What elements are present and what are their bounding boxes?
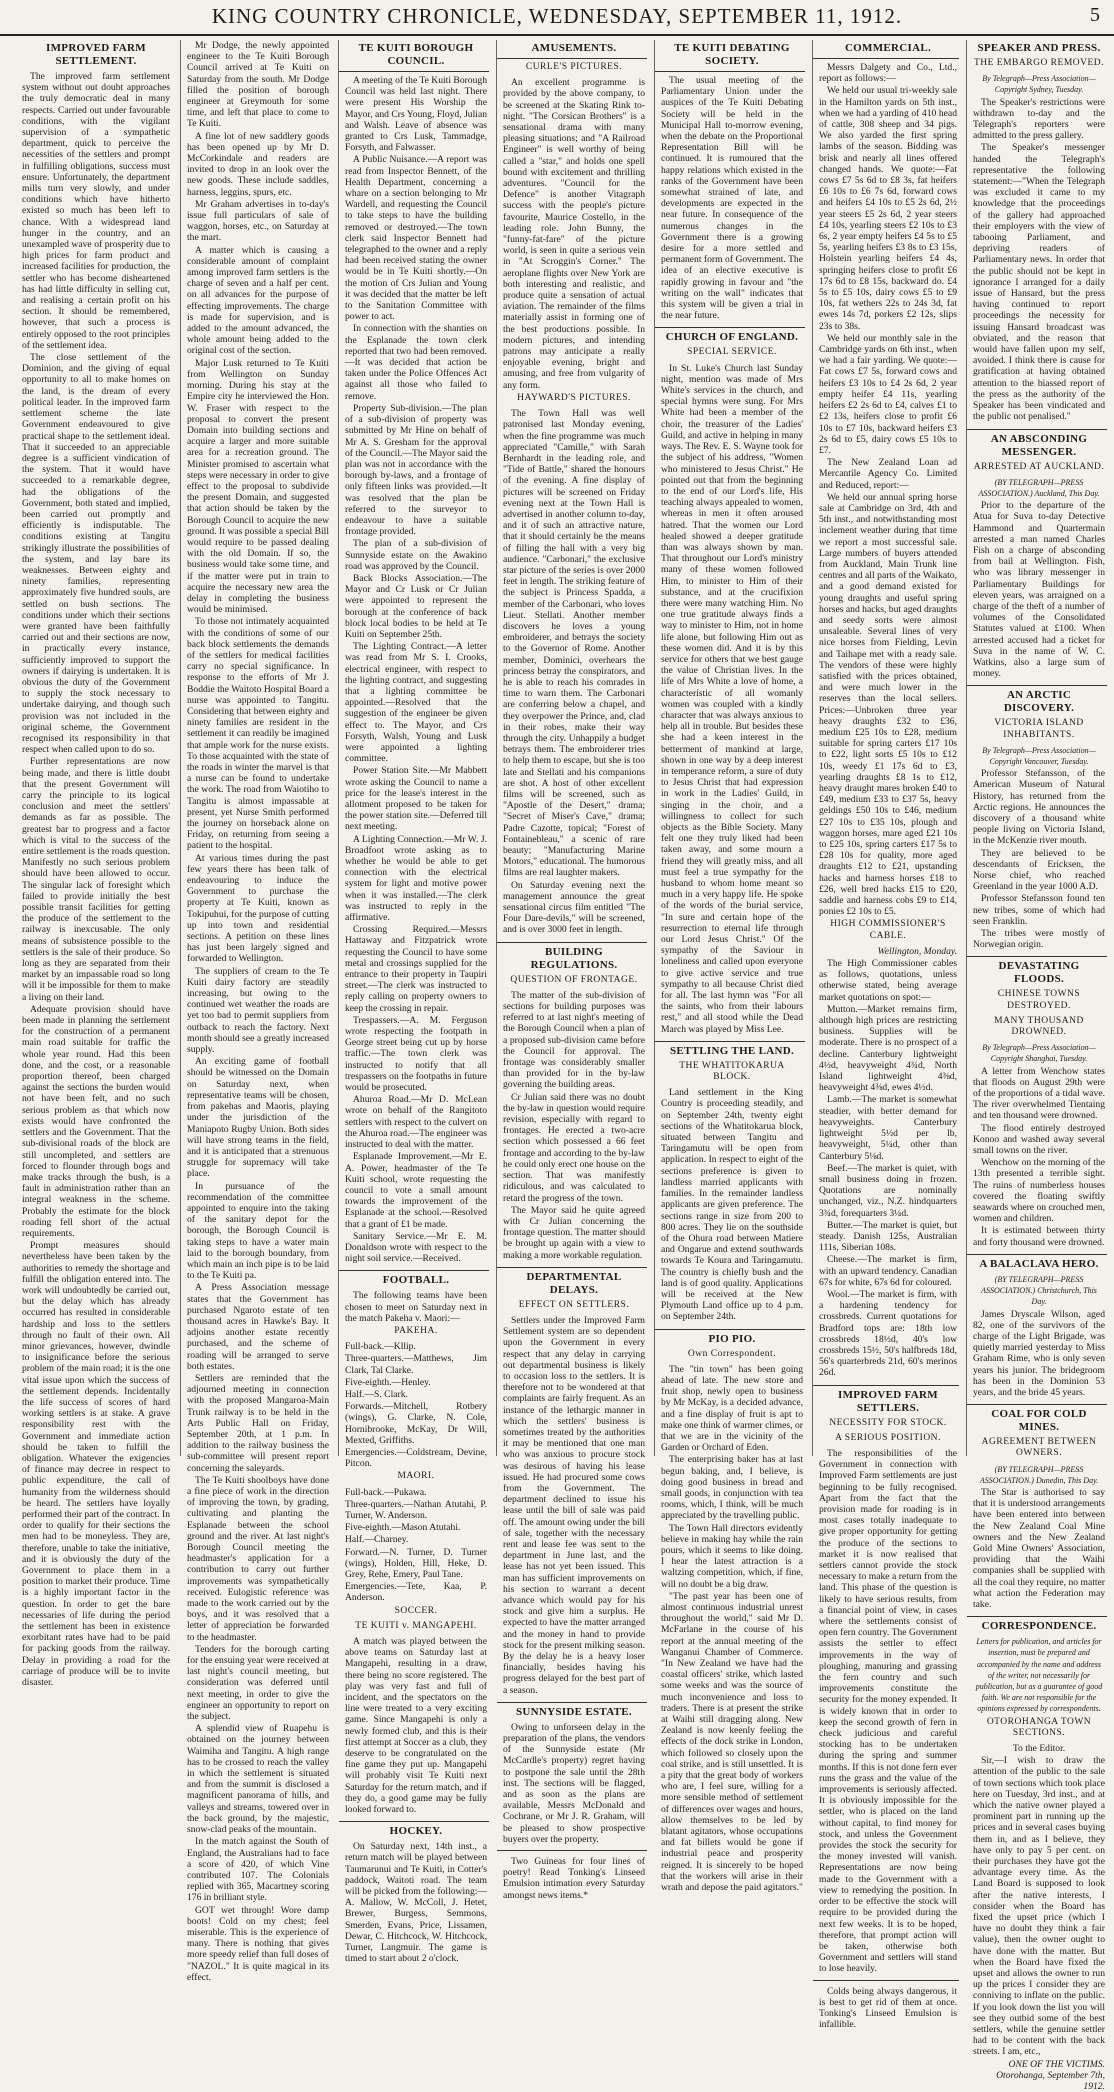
arctic-subheading: VICTORIA ISLAND INHABITANTS. [994,718,1084,740]
speaker-press-heading: SPEAKER AND PRESS. [977,42,1101,54]
team-line: Full-back.—Pukawa. [345,1486,427,1498]
sunnyside-estate-heading: SUNNYSIDE ESTATE. [497,1702,647,1719]
article-paragraph: Further representations are now being made, and there is little doubt that the present Government will carry the principle to its logical conclusion and meet the settlers' demands as far as possible. The greatest bar to progress and a factor which is vital to the success of the entire settlement is the roads question. Manifestly no such serious problem should have been allowed to occur. The singular lack of foresight which failed to provide initially the best possible transit facilities for getting the produce of the settlement to the railway is inexcusable. The only means of subsistence possible to the settlers is the sale of their produce. So long as they are separated from their market by an impassable road so long will it be impossible for them to make a living on their land. [22,756,170,1003]
article-paragraph: The Speaker's messenger handed the Telegraph's representative the following statement:—"When the Telegraph was excluded it came to my knowledge that the proceedings of the gallery had approached their employers with the view of tabooing Parliament, and depriving readers of Parliamentary news. In order that the public should not be kept in ignorance I arranged for a daily issue of Hansard, but the press having continued to report proceedings the necessity for issuing Hansard broadcast was obviated, and the reason that would have fallen upon my self, avoided. I think there is cause for gratification at having obtained attention to the biassed report of the press as the authority of the Speaker has been vindicated and the public not penalised." [973,142,1105,423]
article-paragraph: Cr Julian said there was no doubt the by-law in question would require revision, especially with regard to frontages. He erected a two-acre section which possessed a 66 feet frontage and according to the by-law he could only erect one house on the section. That was manifestly ridiculous, and was calculated to retard the progress of the town. [503,1091,645,1204]
football-intro: The following teams have been chosen to meet on Saturday next in the match Pakeha v. Maori:— [345,1290,487,1324]
team-line: Half.—S. Clark. [345,1388,408,1400]
nazol-advert: GOT wet through! Wore damp boots! Cold on my chest; feel miserable. This is the experience of many. There is nothing that gives more speedy relief than full doses of "NAZOL." It is quite magical in its effect. [187,1904,329,1983]
maori-heading: MAORI. [397,1471,435,1482]
team-line: Half.—Charney. [345,1534,409,1546]
balaclava-hero-heading: A BALACLAVA HERO. [967,1254,1107,1271]
team-line: Five-eighth.—Mason Atutahi. [345,1522,461,1534]
absconding-messenger-heading: AN ABSCONDING MESSENGER. [967,429,1107,459]
wire-credit: By Telegraph—Press Association—Copyright Shanghai, Tuesday. [982,1043,1096,1064]
market-report: Butter.—The market is quiet, but steady. Danish 125s, Australian 111s, Siberian 108s. [819,1219,957,1254]
poetry-advert: Two Guineas for four lines of poetry! Read Tonking's Linseed Emulsion intimation every Saturday amongst news items.* [503,1856,645,1901]
news-item: Major Lusk returned to Te Kuiti from Wellington on Sunday morning. During his stay at the Empire city he interviewed the Hon. W. Fraser with respect to the proposal to convert the present Domain into building sections and acquire a larger and more suitable area for a recreation ground. The Minister promised to ascertain what steps were necessary in order to give effect to the proposal to subdivide the present Domain, and suggested that action should be taken by the Borough Council to acquire the new ground. It was possible a special Bill would require to be passed dealing with the old Domain. If so, the business would take some time, and if the matter were put in train to acquire the necessary new area the delay in completing the business would be minimised. [187,357,329,616]
market-report: We held our annual spring horse sale at Cambridge on 3rd, 4th and 5th inst., and notwithstanding most inclement weather during that time we report a most successful sale. Large numbers of buyers attended from Auckland, Main Trunk line centres and all parts of the Waikato, and a good demand existed for young draughts and useful spring horses and hacks, but aged draughts and seedy sorts were almost unsaleable. Several lines of very nice horses from Fielding, Levin and Taihape met with a ready sale. The vendors of these were highly satisfied with the prices obtained, and were much lower in the reserves than the local sellers. Prices:—Unbroken three year heavy draughts £32 to £36, medium £25 10s to £28, medium suitable for spring carters £17 10s to £22, light sorts £5 10s to £12 10s, weedy £1 17s 6d to £3, yearling draughts £8 1s to £12, heavy draught mares broken £40 to £49, medium £33 to £37 5s, heavy geldings £50 10s to £46, medium £27 10s to £35 10s, plough and waggon horses, mare aged £21 10s to £25 10s, spring carters £17 5s to £28 10s for quality, more aged draughts £12 to £21, upstanding hacks and harness horses £18 to £26, well bred hacks £15 to £20, saddle and harness cobs £9 to £14, ponies £2 10s to £5. [819,491,958,918]
emulsion-advert: Colds being always dangerous, it is best to get rid of them at once. Tonking's Linseed Emulsion is infallible. [819,1985,957,2031]
football-heading: FOOTBALL. [339,1270,489,1287]
article-paragraph: The close settlement of the Dominion, and the giving of equal opportunity to all to make homes on the land, is the dream of every political leader. In the improved farm settlement scheme the late Government endeavoured to give practical shape to the settlement ideal. That it succeeded to an appreciable degree is a sufficient vindication of the system. That it would have succeeded to a remarkable degree, had the obligations of the Government, both stated and implied, been carried out promptly and efficiently is indisputable. The conditions existing at Tangitu strikingly illustrate the possibilities of the system, and lay bare its weaknesses. Between eighty and ninety families, representing approximately five hundred souls, are settled on bush sections. The conditions under which their sections were granted have been faithfully carried out and their sections are now, in practically every instance, sufficiently improved to support the owners if dairying is undertaken. It is obvious the duty of the Government to supply the stock necessary to undertake dairying, and though such provision was not included in the original scheme, the Government recognised its responsibility in that respect when called upon to do so. [22,352,170,756]
column-6 [812,40,959,2031]
article-paragraph: Professor Stefansson, of the American Museum of Natural History, has returned from the Arctic regions. He announces the discovery of a thousand white people living on Victoria Island, in the McKenzie river mouth. [973,768,1105,847]
wire-credit: By Telegraph—Press Association—Copyright Vancouver, Tuesday. [982,745,1096,766]
letter-salutation: To the Editor. [1012,1743,1066,1754]
council-item: The plan of a sub-division of Sunnyside estate on the Awakino road was approved by the Council. [345,538,487,572]
council-item: Crossing Required.—Messrs Hattaway and Fitzpatrick wrote requesting the Council to have some metal and crossings supplied for the entrance to their property in Taupiri street.—The clerk was instructed to reply calling on property owners to keep the crossing in repair. [345,924,487,1014]
council-item: Esplanade Improvement.—Mr E. A. Power, headmaster of the Te Kuiti school, wrote requesting the council to vote a small amount towards the improvement of the Esplanade at the school.—Resolved that a grant of £1 be made. [345,1151,487,1230]
commercial-heading: COMMERCIAL. [813,42,959,59]
devastating-floods-heading: DEVASTATING FLOODS. [967,956,1107,986]
team-line: Five-eighth.—Henley. [345,1376,431,1388]
article-paragraph: The Mayor said he quite agreed with Cr Julian concerning the frontage question. The matter should be brought up again with a view to making a more workable regulation. [503,1204,645,1261]
article-paragraph: On Saturday evening next the management announce the great sensational circus film entitled "The Four Dare-devils," will be screened, and is over 3000 feet in length. [503,879,645,936]
article-paragraph: In St. Luke's Church last Sunday night, mention was made of Mrs White's services in the church, and special hymns were sung. For Mrs White had been a member of the choir, the treasurer of the Ladies' Guild, and active in helping in many ways. The Rev. E. S. Wayne took for the subject of his address, "Women who ministered to Jesus Christ." He pointed out that from the beginning to the end of our Lord's life, His teaching always appealed to women, whereas in men it often aroused hatred. That the women our Lord healed showed a deeper gratitude than was always shown by man. That throughout our Lord's ministry many of these women followed Him, to minister to Him of their substance, and at the crucifixion there were many watching Him. No one true gratitude always finds a way to minister to Him, not in home life alone, but following Him out as these women did. And it is by this service for others that we best gauge the value of Christian lives. In the life of Mrs White a love of home, a characteristic of all womanly women was coupled with a kindly character that was always anxious to help all in trouble. But besides these she had a keen interest in the betterment of mankind at large, shown in one way by a deep interest in temperance reform, a sure of duty to Jesus Christ that had expression in work in the Ladies' Guild, in singing in the choir, and a willingness to collect for such objects as the Bible Society. Many felt one they truly liked had been taken away, and some mourn a friend they will greatly miss, and all must feel a true sympathy for the husband to whom home meant so much in a very happy life. He spoke of the words of the burial service, "In sure and certain hope of the resurrection to eternal life through our Lord Jesus Christ." Of the sympathy of the Saviour in loneliness and called upon everyone to give active service and true sympathy to all because Christ died for all. The last hymn was "For all the saints, who from their labours rest," and all stood while the Dead March was played by Miss Lee. [661,362,803,1035]
letter-paragraph: Sir,—I wish to draw the attention of the public to the sale of town sections which took place here on Tuesday, 3rd inst., and at which the native owner played a prominent part in running up the prices and in several cases buying them in, and as I believe, they have only to pay 5 per cent. on their purchases they have got the advantage every time. As the Land Board is supposed to look after the native interests, I consider when the Board has fixed the upset price (which I have no doubt they think a fair value), then the owner ought to have done with the matter. But when the Board have fixed the upset and allows the owner to run up the prices I consider they are conniving to inflate on the public. If you look down the list you will see they outbid some of the best settlers, while the genuine settler had to be content with the back streets. I am, etc., [973,1755,1105,2058]
dateline: Wellington, Monday. [877,945,957,957]
correspondence-note: Letters for publication, and articles for insertion, must be prepared and accompanied by the name and address of the writer, not necessarily for publication, but as a guarantee of good faith. We are not responsible for the opinions expressed by correspondents. [975,1637,1103,1714]
article-paragraph: The Speaker's restrictions were withdrawn to-day and the Telegraph's reporters were admitted to the press gallery. [973,96,1105,142]
article-paragraph: Owing to unforseen delay in the preparation of the plans, the vendors of the Sunnyside estate (Mr McCardle's property) regret having to postpone the sale until the 28th inst. The sections will be flagged, and as soon as the plans are available, Messrs McDonald and Cochrane, or Mr J. R. Graham, will be pleased to show prospective buyers over the property. [503,1721,645,1845]
article-paragraph: A letter from Wenchow states that floods on August 29th were of the proportions of a tidal wave. The river overwhelmed Tientaing and ten thousand were drowned. [973,1065,1105,1122]
column-1 [22,40,172,1689]
market-report: Lamb.—The market is somewhat steadier, with better demand for heavyweights. Canterbury lightweight 5½d per lb, heavyweight, 5¼d, other than Canterbury 5⅛d. [819,1094,957,1162]
news-item: In the match against the South of England, the Australians had to face a score of 420, of which Vine contributed 107. The Colonials replied with 365, Macartney scoring 176 in brilliant style. [187,1836,329,1904]
council-item: Sanitary Service.—Mr E. M. Donaldson wrote with respect to the night soil service.—Received. [345,1230,487,1265]
improved-farm-settlement-heading: IMPROVED FARM SETTLEMENT. [46,42,146,67]
hockey-heading: HOCKEY. [339,1821,489,1838]
news-item: At various times during the past few years there has been talk of endeavouring to induce the Government to purchase the property at Te Kuiti, known as Tokipuhui, for the purpose of cutting up into town and residential sections. A petition on these lines has just been largely signed and forwarded to Wellington. [187,852,329,965]
council-item: Ahuroa Road.—Mr D. McLean wrote on behalf of the Rangitoto settlers with respect to the culvert on the Ahuroa road.—The engineer was instructed to deal with the matter. [345,1094,487,1151]
building-subheading: QUESTION OF FRONTAGE. [510,974,638,985]
team-line: Full-back.—Kllip. [345,1341,416,1353]
building-regulations-heading: BUILDING REGULATIONS. [497,942,647,972]
debating-society-heading: TE KUITI DEBATING SOCIETY. [655,42,805,72]
article-paragraph: Prompt measures should nevertheless have been taken by the authorities to remedy the shortage and fulfill the obligation entered into. The work will undoubtedly be carried out, but the delay which has already occurred has resulted in considerable hardship and loss to the settlers through no fault of their own. All minor grievances, however, dwindle to insignificance before the serious problem of the main road; it is the one vital issue upon which the success of the settlement depends. Incidentally the life success of scores of hard working settlers is at stake. A grave responsibility rest with the Government and immediate action should be taken to fulfill the obligation. Whatever the exigencies of finance may decree in respect to public expenditure, the call of humanity from the wilderness should be heard. The settlers have loyally performed their part of the contract. In order to qualify for their sections the men had to be moneyless. They are, therefore, unable to take the initiative, and it is obviously the duty of the Government to place them in a position to market their produce. Time is a highly important factor in the question. In order to get the bare necessaries of life during the period the settlement has been in existence exorbitant rates have had to be paid for packing goods from the railway. Delay in providing a road for the carriage of produce will be to invite disaster. [22,1240,170,1689]
wire-credit: By Telegraph—Press Association—Copyright Sydney, Tuesday. [982,74,1096,95]
market-report: We held our usual tri-weekly sale in the Hamilton yards on 5th inst., when we had a yarding of 410 head of cattle, 308 sheep and 34 pigs. We also yarded the first spring lambs of the season. Bidding was brisk and nearly all lines offered changed hands. We quote:—Fat cows £7 5s 6d to £8 3s, fat heifers £6 10s to £6 7s 6d, forward cows and heifers £4 10s to £5 2s 6d, 2½ year steers £5 2s 6d, 2 year steers £4 10s, yearling steers £2 10s to £3 6s, 2 year empty heifers £4 5s to £5 5s, yearling heifers £3 8s to £3 15s, Holstein yearling heifers £4 4s, springing heifers close to profit £6 17s 6d to £8 15s, backward do. £4 5s to £5 10s, dairy cows £5 to £9 10s, fat wethers 22s to 24s 3d, fat ewes 14s 7d, porkers £2 12s, slips 23s to 38s. [819,85,957,332]
council-item: In connection with the shanties on the Esplanade the town clerk reported that two had been removed.—It was decided that action be taken under the Police Offences Act against all those who failed to remove. [345,323,487,402]
borough-council-heading: TE KUITI BOROUGH COUNCIL. [339,42,489,72]
article-paragraph: The improved farm settlement system without out doubt approaches the truly democratic deal in many respects. Carried out under favourable conditions, with the vigilant supervision of a sympathetic department, quick to perceive the necessities of the settlers and prompt in fulfilling obligations, success must ensure. Unfortunately, the department mills turn very slowly, and under conditions which have hitherto existed so much has been left to chance. With a widespread land hunger in the country, and an unexampled wave of prosperity due to high prices for farm product and increased facilities for production, the settler who has become disheartened has had little difficulty in selling cut, and realising a certain profit on his section. It should be remembered, however, that such a process is entirely opposed to the root principles of the settlement idea. [22,71,170,351]
news-item: Mr Dodge, the newly appointed engineer to the Te Kuiti Borough Council arrived at Te Kuiti on Saturday from the south. Mr Dodge filled the position of borough engineer at Greymouth for some time, and left that place to come to Te Kuiti. [187,40,329,130]
team-line: Three-quarters.—Nathan Atutahi, P. Turner, W. Anderson. [345,1498,487,1521]
market-report: The New Zealand Loan ad Mercantile Agency Co. Limited and Reduced, report:— [819,457,957,491]
council-item: Back Blocks Association.—The Mayor and Cr Lusk or Cr Julian were appointed to represent the borough at the conference of back block local bodies to be held at Te Kuiti on September 25th. [345,572,487,640]
soccer-paragraph: A match was played between the above teams on Saturday last at Mangapehi, resulting in a draw, there being no score registered. The play was very fast and full of incident, and the spectators on the line were treated to a very exciting game. Since Mangapehi is only a newly formed club, and this is their first attempt at Soccer as a club, they deserve to be congratulated on the fine game they put up. Mangapehi will probably visit Te Kuiti next Saturday for the return match, and if they do, a good game may be fully looked forward to. [345,1636,487,1816]
article-paragraph: The flood entirely destroyed Konoo and washed away several small towns on the river. [973,1122,1105,1157]
departmental-delays-heading: DEPARTMENTAL DELAYS. [497,1267,647,1297]
news-item: A Press Association message states that the Government has purchased Ngaroto estate of ten thousand acres in Hawke's Bay. It adjoins another estate recently purchased, and the scheme of roading will be arranged to serve both estates. [187,1282,329,1372]
pakeha-heading: PAKEHA. [394,1325,438,1336]
article-paragraph: The usual meeting of the Parliamentary Union under the auspices of the Te Kuiti Debating Society will be held in the Municipal Hall to-morrow evening, when the debate on the Proportional Representation Bill will be continued. It is rumoured that the happy relations which existed in the ranks of the Government have been somewhat strained of late, and developments are expected in the near future. In consequence of the numerous changes in the Government there is a growing desire for a more settled and permanent form of Government. The idea of an elective executive is rapidly growing in favour and "the writing on the wall" indicates that this system will be given a trial in the near future. [661,75,803,322]
market-report: Wool.—The market is firm, with a hardening tendency for crossbreds. Current quotations for Bradford tops are: 18th low crossbreds 18½d, 40's low crossbreds 15½, 50's halfbreds 18d, 56's quarterbreds 21d, 60's merinos 26d. [819,1288,957,1379]
high-commissioner-heading: HIGH COMMISSIONER'S CABLE. [830,919,946,941]
news-item: An exciting game of football should be witnessed on the Domain on Saturday next, when representative teams will be chosen, from pakehas and Maoris, playing under the jurisdiction of the Maniapoto Rugby Union. Both sides will have strong teams in the field, and it is anticipated that a strenuous struggle for supremacy will take place. [187,1056,329,1180]
news-item: To those not intimately acquainted with the conditions of some of our back block settlements the demands of the settlers for medical facilities carry no special significance. In response to the efforts of Mr J. Boddie the Waitoto Hospital Board a nurse was appointed to Tangitu. Considering that between eighty and ninety families are resident in the settlement it can readily be imagined that ample work for the nurse exists. To those acquainted with the state of the roads in winter the marvel is that a nurse can be found to undertake the work. The road from Waiotiho to Tangitu is almost impassable at present, yet Nurse Smith performed the journey on horseback alone on Friday, on returning from seeing a patient to the hospital. [187,616,329,852]
article-paragraph: Prior to the departure of the Atua for Suva to-day Detective Hammond and Quartermain arrested a man named Charles Fish on a charge of absconding from bail at Wellington. Fish, who was library messenger in Parliamentary Buildings for eleven years, was arraigned on a charge of the theft of a number of volumes of the Consolidated Statutes valued at £100. When arrested accused had a ticket for Suva in the name of W. C. Watkins, also a large sum of money. [973,500,1105,680]
masthead [0,0,1114,36]
team-line: Forward.—N. Turner, D. Turner (wings), Holden, Hill, Heke, D. Grey, Rehe, Emery, Paul Tane. [345,1546,487,1580]
article-paragraph: The "tin town" has been going ahead of late. The new store and fruit shop, newly open to business by Mr McKay, is a decided advance, and a fine display of fruit is apt to make one think of warmer climes, or that we are in the vicinity of the Garden or Orchard of Eden. [661,1363,803,1454]
column-4 [496,40,647,1901]
article-paragraph: The matter of the sub-division of sections for building purposes was referred to at last night's meeting of the Borough Council when a plan of a proposed sub-division came before the Council for approval. The frontage was considerably smaller than provided for in the by-law governing the building areas. [503,989,645,1091]
embargo-subheading: THE EMBARGO REMOVED. [973,58,1105,68]
article-paragraph: Land settlement in the King Country is proceeding steadily, and on September 24th, twenty eight sections of the Whatitokarua block, situated between Tangitu and Taringamutu will be open from application. In respect to eight of the sections preference is given to landless married applicants with families. In the remainder landless applicants are given preference. The sections range in size from 200 to 800 acres. They lie on the southside of the Ohura road between Matiere and Ongarue and extend southwards towards Te Koura and Taringamutu. The country is chiefly bush and the land is of good quality. Applications will be received at the New Plymouth Land office up to 4 p.m. on September 24th. [661,1087,803,1323]
team-line: Three-quarters.—Matthews, Jim Clark, Tal Clarke. [345,1353,487,1376]
news-item: Settlers are reminded that the adjourned meeting in connection with the proposed Mangaroa-Main Trunk railway is to be held in the Arts Public Hall on Friday, September 20th, at 1 p.m. In addition to the railway business the sub-committee will present report concerning the saleyards. [187,1372,329,1474]
council-item: A Lighting Connection.—Mr W. J. Broadfoot wrote asking as to whether he would be able to get connection with the electrical system for light and motive power when it was installed.—The clerk was instructed to reply in the affirmative. [345,833,487,924]
column-7 [966,40,1107,2092]
divider [813,1980,959,1981]
team-line: Emergencies.—Coldstream, Devine, Pitcon. [345,1446,487,1470]
wire-credit: (BY TELEGRAPH—PRESS ASSOCIATION.) Christchurch, This Day. [981,1274,1097,1307]
soccer-heading: SOCCER. [394,1605,438,1616]
article-paragraph: The Star is authorised to say that it is understood arrangements have been entered into between the New Zealand Coal Mine owners and the New Zealand Gold Mine Owners' Association, providing that the Waihi companies shall be supplied with all the coal they require, no matter what action the Federation may take. [973,1486,1105,1610]
market-report: The High Commissioner cables as follows, quotations, unless otherwise stated, being average market quotations on spot:— [819,958,957,1003]
news-item: The Te Kuiti shoolboys have done a fine piece of work in the direction of improving the town, by grading, cultivating and planting the Esplanade between the school ground and the river. At last night's Borough Council meeting the headmaster's application for a contribution to carry out further improvements was sympathetically received. Eulogistic reference was made to the work carried out by the boys, and it was resolved that a letter of appreciation be forwarded to the headmaster. [187,1474,329,1643]
piopio-subheading: Own Correspondent. [687,1348,777,1359]
team-line: Forwards.—Mitchell, Rotbery (wings), G. Clarke, N. Cole, Hornibrooke, McKay, Dr Will, Mexted, Griffiths. [345,1401,487,1446]
departmental-subheading: EFFECT ON SETTLERS. [518,1299,630,1310]
news-item: A splendid view of Ruapehu is obtained on the journey between Waimiha and Tangitu. A high range has to be crossed to reach the valley in which the settlement is situated and from the summit is disclosed a magnificent panorama of hills, and valleys and streams, towered over in the back ground, by the majestic, snow-clad peaks of the mountain. [187,1723,329,1836]
article-paragraph: It is estimated between thirty and forty thousand were drowned. [973,1225,1105,1248]
soccer-subheading: TE KUITI v. MANGAPEHI. [355,1620,477,1631]
article-paragraph: Adequate provision should have been made in planning the settlement for the construction of a permanent main road suitable for traffic the whole year round. Had this been done, and the cost, or a reasonable proportion thereof, been charged against the sections the burden would not have been felt, and no such serious problem as that which now exists would have confronted the settlers and the Government. That the sub-divisional roads of the block are still uncompleted, and settlers are forced to flounder through bogs and make tracks through the bush, is a fault in administration rather than an integral weakness in the scheme. Probably the estimate for the block roading fell short of the actual requirements. [22,1003,170,1239]
article-paragraph: They are believed to be descendants of Ericksen, the Norse chief, who reached Greenland in the year 1000 A.D. [973,847,1105,893]
abs-subheading: ARRESTED AT AUCKLAND. [973,461,1105,472]
market-report: We held our monthly sale in the Cambridge yards on 6th inst., when we had a fair yarding. We quote:—Fat cows £7 5s, forward cows and heifers £3 10s to £4 2s 6d, 2 year empty heifer £4 11s, yearling heifers £2 2s 6d to £4, calves £1 to £2 13s, heifers close to profit £6 10s to £7 10s, backward heifers £3 2s 6d to £5, dairy cows £5 10s to £7. [819,332,957,456]
land-subheading: THE WHATITOKARUA BLOCK. [679,1060,785,1083]
improved-farm-settlers-heading: IMPROVED FARM SETTLERS. [813,1385,959,1415]
page-number: 5 [1090,4,1100,26]
coal-cold-mines-heading: COAL FOR COLD MINES. [967,1404,1107,1434]
council-item: A Public Nuisance.—A report was read from Inspector Bennett, of the Health Department, concerning a whare on a section belonging to Mr Wardell, and requesting the Council to take steps to have the building removed or destroyed.—The town clerk said Inspector Bennett had telegraphed to the owner and a reply had been received stating the owner would be in Te Kuiti shortly.—On the motion of Crs Julian and Young it was decided that the matter be left to the Sanitation Committee with power to act. [345,154,487,323]
haywards-pictures-heading: HAYWARD'S PICTURES. [517,392,631,403]
article-paragraph: The responsibilities of the Government in connection with Improved Farm settlements are just beginning to be fully recognised. Apart from the fact that the provision made for roading is in most cases totally inadequate to give proper opportunity for getting the produce of the sections to market it is now realised that settlers cannot provide the stock necessary to make a return from the land. This phase of the question is likely to have serious results, from a financial point of view, in cases where the settlements consist of open fern country. The Government assists the settler to effect improvements in the way of ploughing, manuring and grassing the fern country and such improvements constitute the security for the money expended. It is widely known that in order to keep the second growth of fern in check judicious and careful stocking has to be undertaken during the spring and summer months. If this is not done fern ever runs the grass and the value of the improvements is seriously affected. It is obviously impossible for the settler, who is placed on the land without capital, to find money for stock, and unless the Government provides the stock the security for the money invested will vanish. Representations are now being made to the Government with a view to remedying the position. In order to be effective the stock will require to be provided during the next few weeks. It is to be hoped, therefore, that prompt action will be taken, otherwise both Government and settlers will stand to lose heavily. [819,1447,957,1975]
ifs-subheading: NECESSITY FOR STOCK. [829,1417,947,1428]
newspaper-title: KING COUNTRY CHRONICLE, WEDNESDAY, SEPTEMBER 11, 1912. [211,4,903,28]
curles-pictures-heading: CURLE'S PICTURES. [525,62,623,72]
ifs-subheading-2: A SERIOUS POSITION. [835,1432,941,1443]
market-report: Cheese.—The market is firm, with an upward tendency. Canadian 67s for white, 67s 6d for coloured. [819,1254,957,1288]
council-item: Power Station Site.—Mr Mabbett wrote asking the Council to name a price for the lease's interest in the allotment proposed to be taken for the power station site.—Deferred till next meeting. [345,765,487,833]
article-paragraph: "The past year has been one of almost continuous industrial unrest throughout the world," said Mr D. McFarlane in the course of his report at the annual meeting of the Wanganui Chamber of Commerce. "In New Zealand we have had the coastal officers' strike, which lasted some weeks and was the source of much inconvenience and loss to traders. There is at present the strike at Waihi still dragging along. New Zealand is now keenly feeling the effects of the dock strike in London, which followed so closely upon the coal strike, and is still unsettled. It is a pity that the great body of workers who are, I feel sure, willing for a more sensible method of settlement of differences over wages and hours, allow themselves to be led by blatant agitators, whose occupations and fat billets would be gone if industrial peace and prosperity reigned. It is sincerely to be hoped that the workers will arise in their wrath and depose the paid agitators." [661,1590,803,1894]
amusements-heading: AMUSEMENTS. [497,42,647,59]
news-item: A fine lot of new saddlery goods has been opened up by Mr D. McCorkindale and readers are invited to drop in an look over the new goods. These include saddles, harness, leggins, spurs, etc. [187,130,329,198]
market-report: Beef.—The market is quiet, with small business doing in frozen. Quotations are nominally unchanged, viz., N.Z. hindquarters 3¾d, forequarters 3¼d. [819,1162,957,1219]
council-item: Trespassers.—A. M. Ferguson wrote respecting the footpath in George street being cut up by horse traffic.—The town clerk was instructed to notify that all trespassers on the footpaths in future would be prosecuted. [345,1014,487,1094]
wire-credit: (BY TELEGRAPH—PRESS ASSOCIATION.) Auckland, This Day. [978,477,1100,498]
column-3 [338,40,489,1965]
news-item: A matter which is causing a considerable amount of complaint among improved farm settlers is the charge of seven and a half per cent. on all advances for the purpose of effecting improvements. The charge is made for supervision, and is added to the amount advanced, the whole amount being added to the original cost of the section. [187,244,329,357]
divider [497,1850,647,1851]
article-paragraph: The tribes were mostly of Norwegian origin. [973,928,1105,951]
hockey-paragraph: On Saturday next, 14th inst., a return match will be played between Taumarunui and Te Kuiti, in Cotter's paddock, Waitoti road. The team will be picked from the following:—A. Mallow, W. McColl, J. Hetet, Brewer, Burgess, Semmons, Smerden, Evans, Price, Lissamen, Dewar, C. Hitchcock, W. Hitchcock, Turner, Langmuir. The game is timed to start about 2 o'clock. [345,1841,487,1965]
column-5 [654,40,805,1894]
article-paragraph: An excellent programme is provided by the above company, to be screened at the Skating Rink to-night. "The Corsican Brothers" is a sensational drama with many pleasing situations; and "A Railroad Engineer" is well worthy of being called a "star," and holds one spell bound with excitement and thrilling adventures. "Council for the Defence" is another Vitagraph success with the people's picture favourite, Maurice Costello, in the leading role. John Bunny, the "funny-fat-fare" of the picture world, is seen in quite a serious vein in "At Scroggin's Corner." The aeroplane flights over New York are both interesting and realistic, and produce quite a sensation of actual aviation. The remainder of the films materially assist in forming one of the best productions possible. In modern pictures, and intending patrons may anticipate a really enjoyable evening, bright and amusing, and free from vulgarity of any form. [503,77,645,391]
article-paragraph: James Dryscale Wilson, aged 82, one of the survivors of the charge of the Light Brigade, was quietly married yesterday to Miss Graham Rime, who is only seven years his junior. The bridegroom has been in the Dominion 53 years, and the bride 45 years. [973,1308,1105,1398]
floods-subheading: CHINESE TOWNS DESTROYED. [997,989,1081,1011]
news-item: In pursuance of the recommendation of the committee appointed to enquire into the taking of the sanitary depot for the borough, the Borough Council is taking steps to have a water main laid to the borough boundary, from which main an inch pipe is to be laid to the Te Kuiti pa. [187,1180,329,1282]
wire-credit: (BY TELEGRAPH—PRESS ASSOCIATION.) Dunedin, This Day. [979,1464,1099,1485]
correspondence-heading: CORRESPONDENCE. [967,1616,1107,1633]
piopio-heading: PIO PIO. [655,1329,805,1346]
article-paragraph: Settlers under the Improved Farm Settlement system are so dependent upon the Government in every respect that any delay in carrying out departmental business is likely to occasion loss to the settlers. It is therefore not to be wondered at that complaints are fairly frequent. As an instance of the lethargic manner in which the settlers' business is sometimes treated by the authorities it may be mentioned that one man who was anxious to procure stock was desirous of having his lease issued. He had procured some cows from the Government. The department declined to issue his lease until the bill of sale was paid off. The amount owing under the bill of sale, together with the necessary rent and lease fee was sent to the department in June last, and the lease has not yet been issued. This man has sufficient improvements on his section to warrant a decent advance which would pay for his stock and give him a surplus. He expected to have the matter arranged and the money in hand to provide stock for the present milking season. By the delay he is a heavy loser financially, besides having his progress delayed for the best part of a season. [503,1314,645,1696]
arctic-discovery-heading: AN ARCTIC DISCOVERY. [967,685,1107,715]
floods-subheading-2: MANY THOUSAND DROWNED. [994,1015,1084,1038]
letter-signoff: ONE OF THE VICTIMS. Otorohanga, September 7th, 1912. [996,2058,1105,2092]
coal-subheading: AGREEMENT BETWEEN OWNERS. [981,1437,1097,1459]
team-line: Emergencies.—Tete, Kaa, P. Anderson. [345,1581,487,1604]
market-report: Mutton.—Market remains firm, although high prices are restricting business. Supplies will be moderate. There is no prospect of a decline. Canterbury lightweight 4½d, heavyweight 4¾d, North Island lightweight 4⅜d, heavyweight 4⅜d, ewes 4½d. [819,1003,957,1094]
article-paragraph: Professor Stefansson found ten new tribes, some of which had seen Franklin. [973,893,1105,927]
column-2 [180,40,331,1983]
news-item: Mr Graham advertises in to-day's issue full particulars of sale of waggon, horses, etc., on Saturday at the mart. [187,198,329,244]
article-paragraph: The enterprising baker has at last begun baking, and, I believe, is doing good business in bread and small goods, in conjunction with tea rooms, which, I think, will be much appreciated by the travelling public. [661,1454,803,1522]
news-item: The suppliers of cream to the Te Kuiti dairy factory are steadily increasing, but owing to the continued wet weather the roads are yet too bad to permit suppliers from outback to reach the factory. Next month should see a greatly increased supply. [187,965,329,1056]
church-heading: CHURCH OF ENGLAND. [655,327,805,344]
news-item: Tenders for the borough carting for the ensuing year were received at last night's council meeting, but consideration was deferred until next meeting, in order to give the engineer an opportunity to report on the subject. [187,1643,329,1723]
article-paragraph: The Town Hall was well patronised last Monday evening, when the fine programme was much appreciated "Camille," with Sarah Bernhardt in the leading role, and "Tide of Battle," shared the honours of the evening. A fine display of pictures will be screened on Friday evening next at the Town Hall is advertised in another column to-day, and it of such an attractive nature, that it should certainly be the means of filling the hall with a very big audience. "Carbonari," the exclusive star picture of the series is over 2000 feet in length. The striking feature of the subject is Princess Spadda, a member of the Carbonari, who loves Lieut. Stellati. Another member discovers he loves a young embroiderer, and betrays the society to the Governor of Rome. Another member, Dominici, overhears the princess betray the conspirators, and he is able to reach his comrades in time to warn them. The Carbonari are conferring below a chapel, and they overpower the Prince, and, clad in their robes, make their way through the city. Unhappily a budget betrays them. The embroiderer tries to help them to escape, but she is too late and Stellati and his companions are shot. A host of other excellent films will be screened, such as "Apostle of the Desert," drama; "Secret of Miser's Cave," drama; Padre Cazotte, topical; "Forest of Fontainebleau," a scenic of rare beauty; "Manufacturing Marine Motors," educational. The humorous films are real laughter makers. [503,408,645,879]
council-item: A meeting of the Te Kuiti Borough Council was held last night. There were present His Worship the Mayor, and Crs Young, Floyd, Julian and Walsh. Leave of absence was granted to Crs Lusk, Tammadge, Forsyth, and Falwasser. [345,75,487,154]
article-paragraph: Wenchow on the morning of the 13th presented a terrible sight. The ruins of numberless houses covered the floating swiftly seawards where on crouched men, women and children. [973,1157,1105,1225]
settling-land-heading: SETTLING THE LAND. [655,1041,805,1058]
council-item: The Lighting Contract.—A letter was read from Mr S. I. Crooks, electrical engineer, with respect to the lighting contract, and suggesting that a lighting committee be appointed.—Resolved that the suggestion of the engineer be given effect to. The Mayor, and Crs Forsyth, Walsh, Young and Lusk were appointed a lighting committee. [345,641,487,765]
church-subheading: SPECIAL SERVICE. [687,347,777,358]
letter-title: OTOROHANGA TOWN SECTIONS. [986,1716,1092,1738]
article-paragraph: The Town Hall directors evidently believe in making hay while the rain pours, which it seems to like doing. I hear the latest attraction is a waltzing competition, which, if fine, will no doubt be a big draw. [661,1522,803,1590]
council-item: Property Sub-division.—The plan of a sub-division of property was submitted by Mr Hine on behalf of Mr A. S. Gresham for the approval of the Council.—The Mayor said the plan was not in accordance with the borough by-laws, and a frontage of only fifteen links was provided.—It was resolved that the plan be referred to the surveyor to endeavour to have a suitable frontage provided. [345,402,487,538]
market-report: Messrs Dalgety and Co., Ltd., report as follows:— [819,62,957,85]
